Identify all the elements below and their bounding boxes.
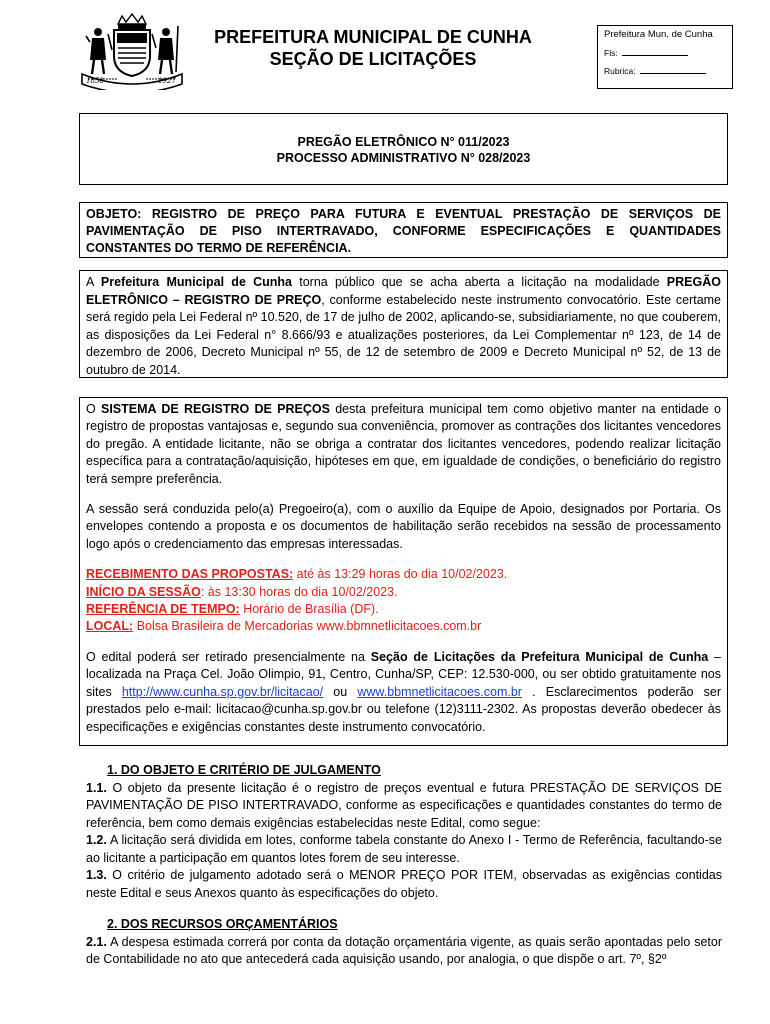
local-label: LOCAL: xyxy=(86,619,134,634)
objeto-box xyxy=(79,202,728,258)
srp-article: O xyxy=(86,402,96,416)
intro-article: A xyxy=(86,275,94,289)
objeto-text: OBJETO: REGISTRO DE PREÇO PARA FUTURA E EVENTUAL PRESTAÇÃO DE SERVIÇOS DE PAVIMENTAÇÃO DE PISO INTERTRAVADO, CONFORME ESPECIFICAÇÕES E QUANTIDADES CONSTANTES DO TERMO DE REFERÊNCIA. xyxy=(86,207,721,255)
cunha-site-link[interactable]: http://www.cunha.sp.gov.br/licitacao/ xyxy=(121,684,324,699)
pregao-number: PREGÃO ELETRÔNICO N° 011/2023 xyxy=(297,135,510,149)
local-value: Bolsa Brasileira de Mercadorias www.bbmnetlicitacoes.com.br xyxy=(133,619,482,634)
clause-1-3 xyxy=(86,867,722,902)
header-subtitle: SEÇÃO DE LICITAÇÕES xyxy=(269,49,477,69)
clause-text: O critério de julgamento adotado será o MENOR PREÇO POR ITEM, observadas as exigências contidas neste Edital e seus Anexos quanto às especificações do objeto. xyxy=(86,868,722,900)
schedule-block xyxy=(86,566,721,636)
clause-text: A despesa estimada correrá por conta da dotação orçamentária vigente, as quais serão apontadas pelo setor de Contabilidade no ato que antecederá cada aquisição usando, por analogia, o que dispõe o art. 7º, §2º xyxy=(86,934,722,966)
referencia-value: Horário de Brasília (DF). xyxy=(239,602,379,617)
recebimento-value: até às 13:29 horas do dia 10/02/2023. xyxy=(293,567,508,582)
clause-number: 2.1. xyxy=(86,934,107,949)
inicio-label: INÍCIO DA SESSÃO xyxy=(86,584,201,599)
section-recursos-orcamentarios xyxy=(86,916,722,969)
section-1-heading: 1. DO OBJETO E CRITÉRIO DE JULGAMENTO xyxy=(107,763,381,777)
bbmnet-site-link[interactable]: www.bbmnetlicitacoes.com.br xyxy=(357,684,522,699)
stamp-org-name: Prefeitura Mun. de Cunha xyxy=(604,29,713,40)
srp-paragraph xyxy=(86,401,721,488)
crest-year-right: 1927 xyxy=(158,77,176,85)
stamp-fls-row xyxy=(604,48,726,58)
clause-2-1 xyxy=(86,934,722,969)
intro-box xyxy=(79,270,728,378)
edital-org: Seção de Licitações da Prefeitura Municipal de Cunha xyxy=(370,649,709,664)
edital-text-1: O edital poderá ser retirado presencialmente na xyxy=(86,649,365,664)
intro-text-2: , conforme estabelecido neste instrumento convocatório. Este certame será regido pela Lei Federal nº 10.520, de 17 de julho de 2002, aplicando-se, subsidiariamente, no que couberem, as disposições da Lei Federal n° 8.666/93 e atualizações posteriores, da Lei Complementar nº 123, de 14 de dezembro de 2006, Decreto Municipal nº 55, de 12 de setembro de 2009 e Decreto Municipal nº 52, de 13 de outubro de 2014. xyxy=(86,292,722,377)
clause-number: 1.1. xyxy=(86,780,107,795)
clause-text: A licitação será dividida em lotes, conforme tabela constante do Anexo I - Termo de Referência, facultando-se ao licitante a participação em quantos lotes forem de seu interesse. xyxy=(86,833,722,865)
municipal-crest-logo xyxy=(78,12,186,90)
clause-number: 1.3. xyxy=(86,868,107,882)
crest-year-left: 1858 xyxy=(86,77,104,85)
edital-paragraph xyxy=(86,649,721,736)
edital-text-3: . Esclarecimentos poderão ser prestados pelo e-mail: licitacao@cunha.sp.gov.br ou telefone (12)3111-2302. As propostas deverão obedecer às especificações e exigências constantes deste instrumento convocatório. xyxy=(86,684,721,734)
srp-title: SISTEMA DE REGISTRO DE PREÇOS xyxy=(101,402,330,416)
page-header xyxy=(200,26,546,70)
clause-number: 1.2. xyxy=(86,833,107,847)
pregao-title-box xyxy=(79,113,728,185)
stamp-fls-label: Fls: xyxy=(604,48,618,58)
section-2-heading: 2. DOS RECURSOS ORÇAMENTÁRIOS xyxy=(107,917,338,931)
process-number: PROCESSO ADMINISTRATIVO N° 028/2023 xyxy=(276,151,531,165)
recebimento-label: RECEBIMENTO DAS PROPOSTAS: xyxy=(86,567,294,582)
edital-text-2: – localizada na Praça Cel. João Olimpio, 91, Centro, Cunha/SP, CEP: 12.530-000, ou ser obtido gratuitamente nos sites xyxy=(86,649,721,699)
intro-modality: PREGÃO ELETRÔNICO – REGISTRO DE PREÇO xyxy=(86,275,721,307)
clause-1-2 xyxy=(86,832,722,867)
header-title: PREFEITURA MUNICIPAL DE CUNHA xyxy=(214,27,532,47)
srp-text: desta prefeitura municipal tem como objetivo manter na entidade o registro de propostas vantajosas e, segundo sua conveniência, promover as contrações dos licitantes vencedores do pregão. A entidade licitante, não se obriga a contratar dos licitantes vencedores, podendo realizar licitação específica para a contratação/aquisição, hipóteses em que, em igualdade de condições, o beneficiário do registro terá sempre preferência. xyxy=(86,402,721,486)
clause-1-1 xyxy=(86,780,722,833)
referencia-label: REFERÊNCIA DE TEMPO: xyxy=(86,602,240,617)
stamp-rubrica-row xyxy=(604,66,726,76)
section-objeto-criterio xyxy=(86,762,722,902)
inicio-value: : às 13:30 horas do dia 10/02/2023. xyxy=(200,584,398,599)
edital-or: ou xyxy=(323,684,358,699)
intro-text-1: torna público que se acha aberta a licitação na modalidade xyxy=(299,275,660,289)
main-info-box xyxy=(79,397,728,746)
stamp-rubrica-label: Rubrica: xyxy=(604,66,636,76)
page-stamp-box xyxy=(597,25,733,89)
intro-org: Prefeitura Municipal de Cunha xyxy=(100,275,293,289)
sessao-paragraph: A sessão será conduzida pelo(a) Pregoeiro(a), com o auxílio da Equipe de Apoio, designados por Portaria. Os envelopes contendo a proposta e os documentos de habilitação serão recebidos na sessão de processamento logo após o credenciamento das empresas interessadas. xyxy=(86,502,721,551)
clause-text: O objeto da presente licitação é o registro de preços eventual e futura PRESTAÇÃO DE SERVIÇOS DE PAVIMENTAÇÃO DE PISO INTERTRAVADO, conforme as especificações e quantidades constantes do termo de referência, bem como demais exigências estabelecidas neste Edital, como segue: xyxy=(86,780,722,830)
